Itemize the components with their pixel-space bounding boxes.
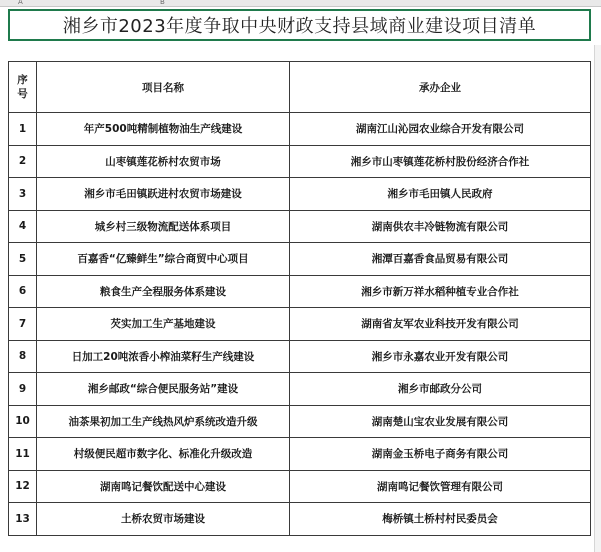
- cell-seq[interactable]: 10: [9, 405, 37, 438]
- table-row: [9, 275, 591, 308]
- table-row: [9, 503, 591, 536]
- table-row: [9, 405, 591, 438]
- sheet-title-cell[interactable]: [8, 9, 591, 41]
- header-project-name[interactable]: 项目名称: [37, 62, 290, 113]
- table-row: [9, 178, 591, 211]
- cell-seq[interactable]: 12: [9, 470, 37, 503]
- cell-seq[interactable]: 8: [9, 340, 37, 373]
- cell-project-name[interactable]: 村级便民超市数字化、标准化升级改造: [37, 438, 290, 471]
- cell-company[interactable]: 湖南楚山宝农业发展有限公司: [290, 405, 591, 438]
- header-seq[interactable]: [9, 62, 37, 113]
- cell-project-name[interactable]: 芡实加工生产基地建设: [37, 308, 290, 341]
- project-table: [8, 61, 591, 536]
- cell-company[interactable]: 湘潭百嘉香食品贸易有限公司: [290, 243, 591, 276]
- column-letter-a[interactable]: A: [18, 0, 23, 6]
- column-header-strip[interactable]: [0, 0, 601, 7]
- cell-seq[interactable]: 5: [9, 243, 37, 276]
- cell-company[interactable]: 湘乡市山枣镇莲花桥村股份经济合作社: [290, 145, 591, 178]
- table-row: [9, 438, 591, 471]
- cell-seq[interactable]: 4: [9, 210, 37, 243]
- cell-company[interactable]: 湘乡市毛田镇人民政府: [290, 178, 591, 211]
- cell-seq[interactable]: 2: [9, 145, 37, 178]
- cell-project-name[interactable]: 日加工20吨浓香小榨油菜籽生产线建设: [37, 340, 290, 373]
- cell-project-name[interactable]: 湖南鸣记餐饮配送中心建设: [37, 470, 290, 503]
- cell-project-name[interactable]: 湘乡邮政“综合便民服务站”建设: [37, 373, 290, 406]
- table-row: [9, 308, 591, 341]
- cell-project-name[interactable]: 土桥农贸市场建设: [37, 503, 290, 536]
- table-row: [9, 470, 591, 503]
- cell-seq[interactable]: 7: [9, 308, 37, 341]
- header-seq-line1: 序: [17, 74, 28, 86]
- table-body: [9, 113, 591, 536]
- cell-company[interactable]: 湘乡市永嘉农业开发有限公司: [290, 340, 591, 373]
- table-row: [9, 340, 591, 373]
- table-row: [9, 210, 591, 243]
- table-row: [9, 243, 591, 276]
- cell-project-name[interactable]: 山枣镇莲花桥村农贸市场: [37, 145, 290, 178]
- table-row: [9, 113, 591, 146]
- cell-seq[interactable]: 9: [9, 373, 37, 406]
- cell-company[interactable]: 湘乡市新万祥水稻种植专业合作社: [290, 275, 591, 308]
- cell-project-name[interactable]: 粮食生产全程服务体系建设: [37, 275, 290, 308]
- cell-seq[interactable]: 11: [9, 438, 37, 471]
- cell-company[interactable]: 湖南供农丰冷链物流有限公司: [290, 210, 591, 243]
- cell-project-name[interactable]: 城乡村三级物流配送体系项目: [37, 210, 290, 243]
- column-letter-b[interactable]: B: [160, 0, 165, 6]
- cell-company[interactable]: 湘乡市邮政分公司: [290, 373, 591, 406]
- right-gutter: [594, 45, 601, 552]
- cell-company[interactable]: 湖南金玉桥电子商务有限公司: [290, 438, 591, 471]
- cell-company[interactable]: 湖南鸣记餐饮管理有限公司: [290, 470, 591, 503]
- sheet-title: 湘乡市2023年度争取中央财政支持县域商业建设项目清单: [62, 16, 537, 37]
- cell-project-name[interactable]: 湘乡市毛田镇跃进村农贸市场建设: [37, 178, 290, 211]
- cell-seq[interactable]: 1: [9, 113, 37, 146]
- table-row: [9, 145, 591, 178]
- cell-project-name[interactable]: 百嘉香“亿臻鲜生”综合商贸中心项目: [37, 243, 290, 276]
- header-seq-line2: 号: [17, 88, 28, 100]
- cell-company[interactable]: 湖南省友军农业科技开发有限公司: [290, 308, 591, 341]
- cell-company[interactable]: 梅桥镇土桥村村民委员会: [290, 503, 591, 536]
- header-company[interactable]: 承办企业: [290, 62, 591, 113]
- cell-seq[interactable]: 6: [9, 275, 37, 308]
- cell-seq[interactable]: 3: [9, 178, 37, 211]
- cell-project-name[interactable]: 油茶果初加工生产线热风炉系统改造升级: [37, 405, 290, 438]
- header-row: [9, 62, 591, 113]
- table-row: [9, 373, 591, 406]
- cell-project-name[interactable]: 年产500吨精制植物油生产线建设: [37, 113, 290, 146]
- cell-company[interactable]: 湖南江山沁园农业综合开发有限公司: [290, 113, 591, 146]
- cell-seq[interactable]: 13: [9, 503, 37, 536]
